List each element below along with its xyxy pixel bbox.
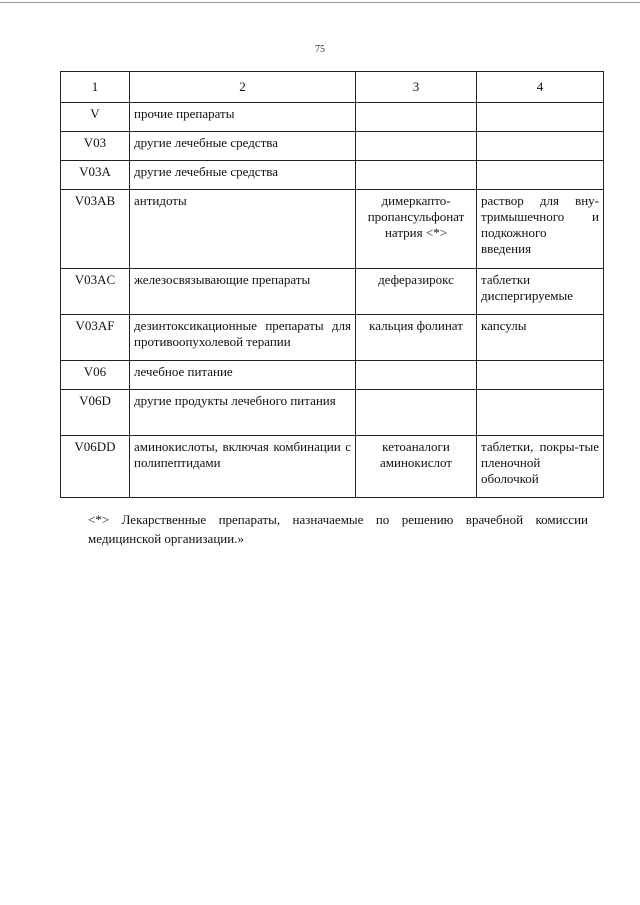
table-row xyxy=(61,190,604,269)
table-row xyxy=(61,132,604,161)
column-header-4: 4 xyxy=(477,72,604,103)
atc-code-cell: V06 xyxy=(61,361,130,390)
column-header-2: 2 xyxy=(130,72,356,103)
group-name-cell: лечебное питание xyxy=(130,361,356,390)
table-row xyxy=(61,390,604,436)
footnote-text: <*> Лекарственные препараты, назначаемые по решению врачебной комиссии медицинской организации.» xyxy=(88,512,588,546)
drug-name-cell xyxy=(356,361,477,390)
drug-name-cell: кетоаналоги аминокислот xyxy=(356,436,477,498)
atc-code-cell: V03AF xyxy=(61,315,130,361)
drug-name-cell xyxy=(356,132,477,161)
group-name-cell: аминокислоты, включая комбинации с полипептидами xyxy=(130,436,356,498)
table-header-row xyxy=(61,72,604,103)
drug-name-cell: кальция фолинат xyxy=(356,315,477,361)
table-row xyxy=(61,436,604,498)
dosage-form-cell xyxy=(477,132,604,161)
atc-code-cell: V03A xyxy=(61,161,130,190)
table-row xyxy=(61,103,604,132)
atc-code-cell: V03AC xyxy=(61,269,130,315)
dosage-form-cell xyxy=(477,103,604,132)
dosage-form-cell xyxy=(477,390,604,436)
group-name-cell: другие лечебные средства xyxy=(130,132,356,161)
table-row xyxy=(61,161,604,190)
atc-code-cell: V06DD xyxy=(61,436,130,498)
drug-name-cell xyxy=(356,390,477,436)
drug-name-cell xyxy=(356,103,477,132)
drug-name-cell: димеркапто-пропансульфонат натрия <*> xyxy=(356,190,477,269)
group-name-cell: антидоты xyxy=(130,190,356,269)
group-name-cell: дезинтоксикационные препараты для противоопухолевой терапии xyxy=(130,315,356,361)
drug-name-cell xyxy=(356,161,477,190)
dosage-form-cell: капсулы xyxy=(477,315,604,361)
atc-code-cell: V03 xyxy=(61,132,130,161)
table-row xyxy=(61,361,604,390)
dosage-form-cell xyxy=(477,361,604,390)
group-name-cell: другие продукты лечебного питания xyxy=(130,390,356,436)
atc-code-cell: V03AB xyxy=(61,190,130,269)
dosage-form-cell: таблетки диспергируемые xyxy=(477,269,604,315)
table-row xyxy=(61,269,604,315)
top-border-line xyxy=(0,2,640,3)
atc-code-cell: V xyxy=(61,103,130,132)
group-name-cell: прочие препараты xyxy=(130,103,356,132)
dosage-form-cell xyxy=(477,161,604,190)
atc-code-cell: V06D xyxy=(61,390,130,436)
page-number: 75 xyxy=(315,44,325,55)
drug-classification-table xyxy=(60,71,604,498)
group-name-cell: другие лечебные средства xyxy=(130,161,356,190)
dosage-form-cell: таблетки, покры-тые пленочной оболочкой xyxy=(477,436,604,498)
column-header-3: 3 xyxy=(356,72,477,103)
column-header-1: 1 xyxy=(61,72,130,103)
group-name-cell: железосвязывающие препараты xyxy=(130,269,356,315)
drug-name-cell: деферазирокс xyxy=(356,269,477,315)
table-row xyxy=(61,315,604,361)
dosage-form-cell: раствор для вну-тримышечного и подкожного введения xyxy=(477,190,604,269)
